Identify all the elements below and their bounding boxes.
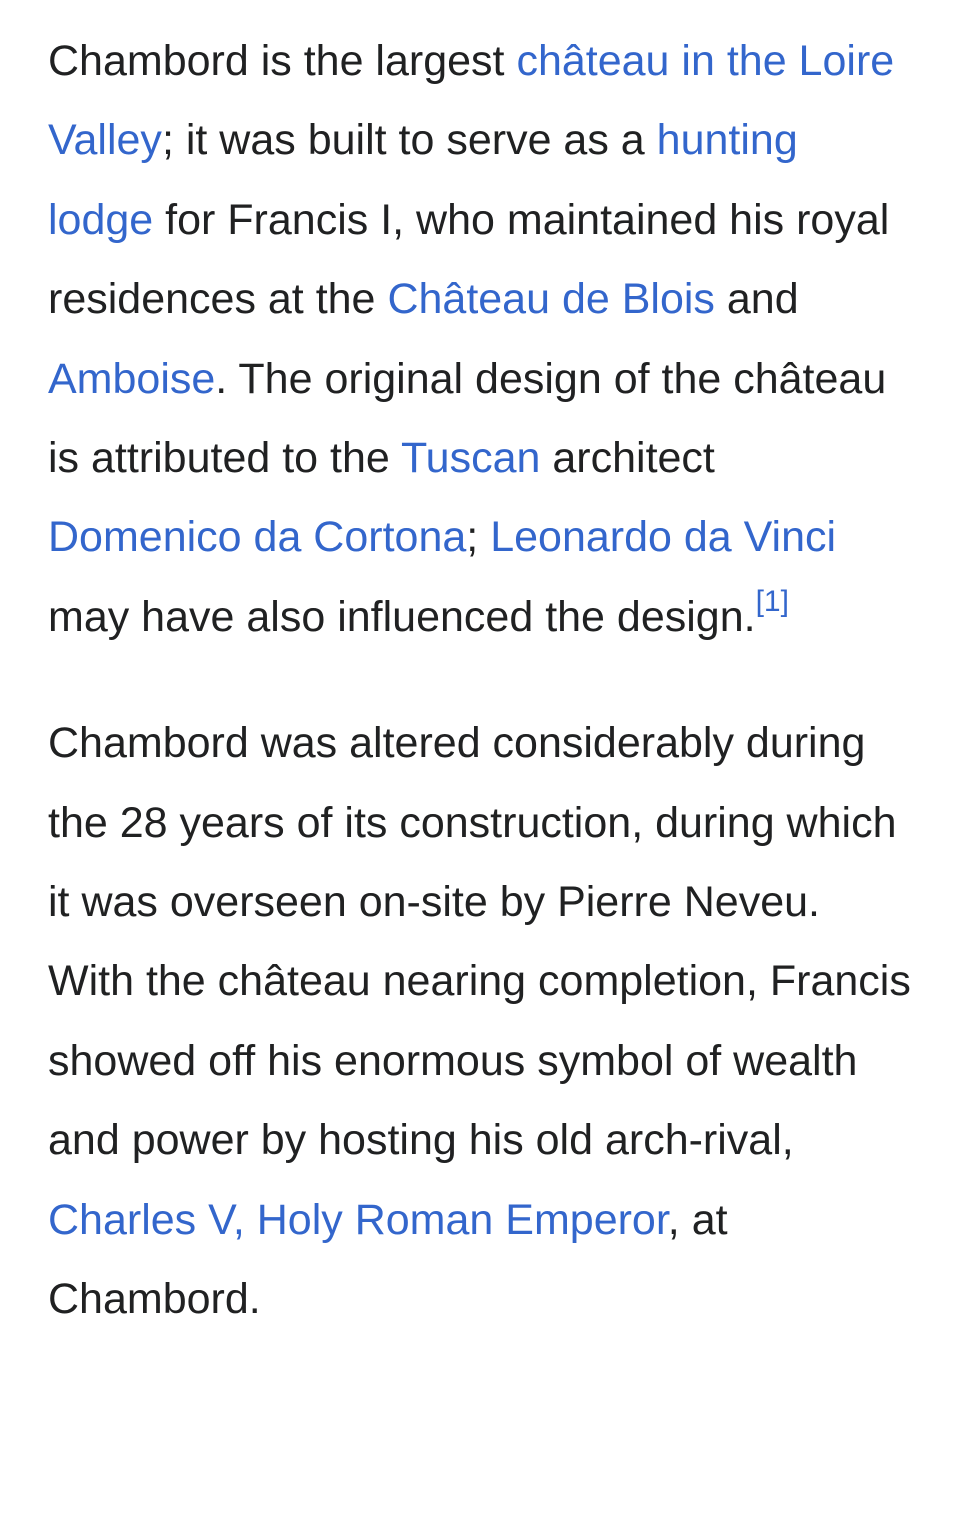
reference-link-1[interactable]: [1] xyxy=(755,584,789,618)
link-charles-v-holy-roman-emperor[interactable]: Charles V, Holy Roman Emperor xyxy=(48,1195,668,1244)
text-segment: ; xyxy=(466,513,491,562)
text-segment: . The original design of the château is attributed to the xyxy=(48,354,887,483)
link-leonardo-da-vinci[interactable]: Leonardo da Vinci xyxy=(490,513,837,562)
text-segment: ; it was built to serve as a xyxy=(161,116,657,165)
text-segment: Chambord was altered considerably during the 28 years of its construction, during which it was overseen on-site by Pierre Neveu. With the château nearing completion, Francis showed off his enormous symbol of wealth and power by hosting his old arch-rival, xyxy=(48,719,911,1165)
text-segment: may have also influenced the design. xyxy=(48,592,756,641)
paragraph-2 xyxy=(48,704,912,1339)
text-segment: and xyxy=(714,275,799,324)
link-hunting-lodge[interactable]: hunting lodge xyxy=(48,116,798,244)
text-segment: architect xyxy=(540,434,715,483)
link-chateau-de-blois[interactable]: Château de Blois xyxy=(387,275,715,324)
link-amboise[interactable]: Amboise xyxy=(48,354,216,403)
link-domenico-da-cortona[interactable]: Domenico da Cortona xyxy=(48,513,467,562)
reference-superscript xyxy=(756,585,789,618)
text-segment: , at Chambord. xyxy=(48,1195,728,1324)
link-tuscan[interactable]: Tuscan xyxy=(401,434,541,483)
link-chateau-in-the-loire-valley[interactable]: château in the Loire Valley xyxy=(48,37,895,165)
paragraph-1 xyxy=(48,22,912,657)
text-segment: for Francis I, who maintained his royal residences at the xyxy=(48,195,890,324)
text-segment: Chambord is the largest xyxy=(48,37,517,85)
